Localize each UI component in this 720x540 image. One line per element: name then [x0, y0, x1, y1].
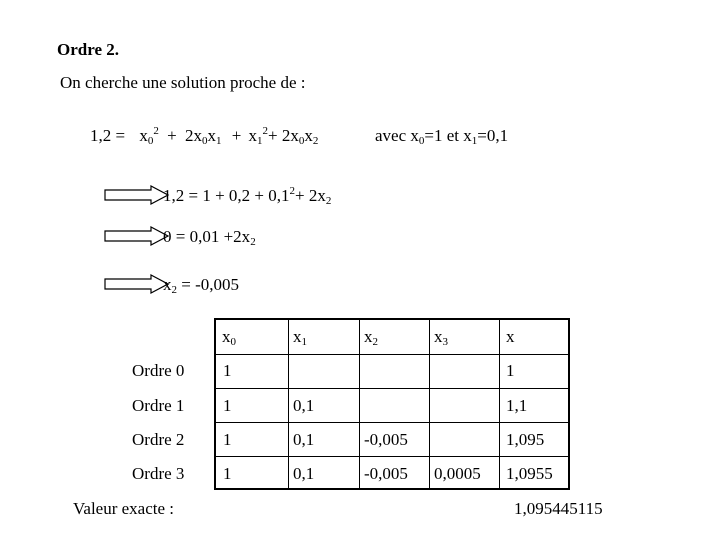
eq-term-4: + $2x_0x_2$	[268, 126, 319, 147]
exact-value-label: Valeur exacte :	[73, 499, 174, 518]
table-header-x1: $x_1$	[293, 327, 307, 348]
exact-value: 1,095445115	[514, 499, 603, 518]
eq-term-3: $x_1^2$	[248, 125, 269, 147]
step-1: $1,2 = 1 + 0,2 + 0,1^2+ 2x_2$	[163, 185, 332, 207]
row-label-ordre-3: Ordre 3	[132, 464, 185, 483]
table-cell: 1	[506, 361, 515, 380]
row-label-ordre-0: Ordre 0	[132, 361, 185, 380]
row-label-ordre-1: Ordre 1	[132, 396, 185, 415]
step-3: $x_2 = -0,005$	[163, 275, 239, 296]
table-cell: 1	[223, 396, 232, 415]
table-cell: -0,005	[364, 430, 408, 449]
eq-plus-2: +	[231, 126, 242, 145]
eq-lhs: 1,2 =	[90, 126, 126, 145]
eq-condition: avec $x_0=1$ et $x_1=0,1$	[375, 126, 509, 147]
table-cell: 0,1	[293, 430, 315, 449]
table-cell: 0,1	[293, 464, 315, 483]
table-cell: 1	[223, 464, 232, 483]
table-header-x0: $x_0$	[222, 327, 236, 348]
table-header-x: x	[506, 327, 515, 346]
table-header-x2: $x_2$	[364, 327, 378, 348]
table-cell: 1	[223, 361, 232, 380]
table-cell: 1	[223, 430, 232, 449]
table-header-x3: $x_3$	[434, 327, 448, 348]
table-cell: 1,1	[506, 396, 528, 415]
eq-plus-1: +	[167, 126, 177, 145]
right-arrow-icon	[104, 274, 170, 294]
main-equation	[90, 126, 318, 146]
eq-term-2: $2x_0x_1$	[184, 126, 222, 147]
eq-term-1: $x_0^2$	[139, 125, 159, 147]
table-cell: 1,0955	[506, 464, 553, 483]
page-title: Ordre 2.	[57, 40, 120, 59]
table-cell: 0,1	[293, 396, 315, 415]
right-arrow-icon	[104, 185, 170, 205]
table-cell: 1,095	[506, 430, 545, 449]
right-arrow-icon	[104, 226, 170, 246]
intro-text: On cherche une solution proche de :	[60, 73, 306, 92]
table-cell: -0,005	[364, 464, 408, 483]
row-label-ordre-2: Ordre 2	[132, 430, 185, 449]
table-cell: 0,0005	[434, 464, 481, 483]
step-2: $0 = 0,01 +2x_2$	[163, 227, 256, 248]
